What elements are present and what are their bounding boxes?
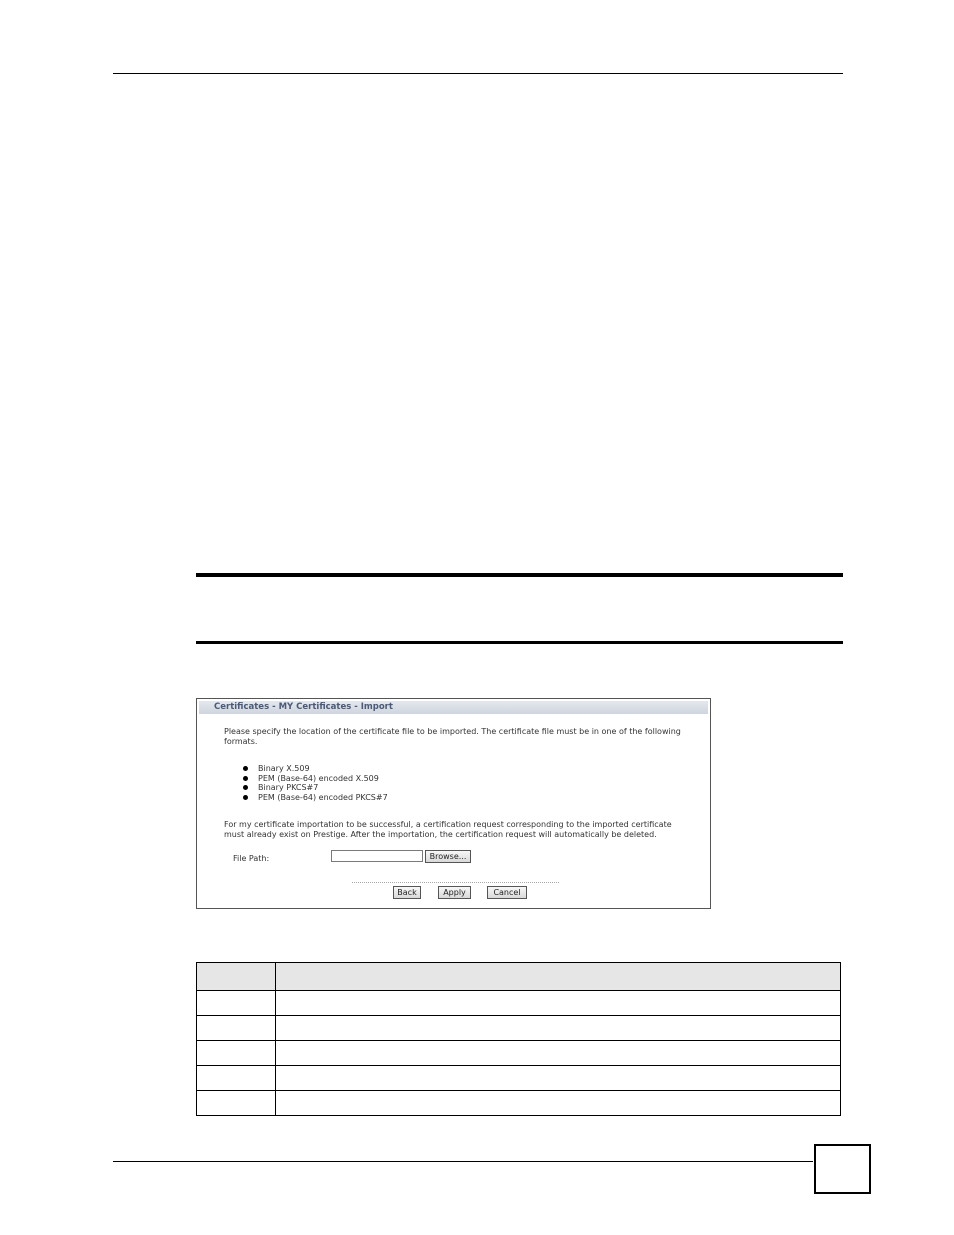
apply-button[interactable]: Apply <box>438 886 471 899</box>
description-table <box>196 962 841 1116</box>
table-row <box>197 991 841 1016</box>
panel-intro-text: Please specify the location of the certificate file to be imported. The certificate file must be in one of the following formats. <box>224 727 681 746</box>
certificate-import-screenshot <box>196 698 711 909</box>
table-row <box>197 1091 841 1116</box>
table-cell <box>276 1016 841 1041</box>
bullet-icon <box>243 776 248 781</box>
table-cell <box>197 1091 276 1116</box>
table-header-cell <box>197 963 276 991</box>
list-item <box>243 764 388 774</box>
table-row <box>197 1016 841 1041</box>
footer-rule <box>113 1161 813 1162</box>
table-header-row <box>197 963 841 991</box>
note-rule-bottom <box>196 641 843 644</box>
panel-title: Certificates - MY Certificates - Import <box>199 701 708 714</box>
bullet-icon <box>243 795 248 800</box>
table-cell <box>197 1066 276 1091</box>
button-separator <box>352 882 559 883</box>
bullet-icon <box>243 766 248 771</box>
header-rule <box>113 73 843 74</box>
table-cell <box>197 1041 276 1066</box>
format-label: Binary X.509 <box>258 764 310 773</box>
file-path-input[interactable] <box>331 850 423 862</box>
table-cell <box>197 991 276 1016</box>
bullet-icon <box>243 785 248 790</box>
format-label: PEM (Base-64) encoded PKCS#7 <box>258 792 388 802</box>
cancel-button[interactable]: Cancel <box>487 886 527 899</box>
panel-note-text: For my certificate importation to be successful, a certification request corresponding to the imported certificate must already exist on Prestige. After the importation, the certification request will automatically be deleted. <box>224 820 672 839</box>
table-header-cell <box>276 963 841 991</box>
back-button[interactable]: Back <box>393 886 421 899</box>
format-label: PEM (Base-64) encoded X.509 <box>258 773 379 783</box>
table-row <box>197 1066 841 1091</box>
table-row <box>197 1041 841 1066</box>
list-item <box>243 774 388 784</box>
format-label: Binary PKCS#7 <box>258 783 319 792</box>
page-number-box <box>814 1144 871 1194</box>
file-path-label: File Path: <box>233 854 270 863</box>
table-cell <box>276 1066 841 1091</box>
note-rule-top <box>196 573 843 577</box>
table-cell <box>276 1091 841 1116</box>
list-item <box>243 783 388 793</box>
browse-button[interactable]: Browse... <box>425 850 471 863</box>
format-list <box>243 764 388 802</box>
list-item <box>243 793 388 803</box>
table-cell <box>276 1041 841 1066</box>
table-cell <box>197 1016 276 1041</box>
table-cell <box>276 991 841 1016</box>
